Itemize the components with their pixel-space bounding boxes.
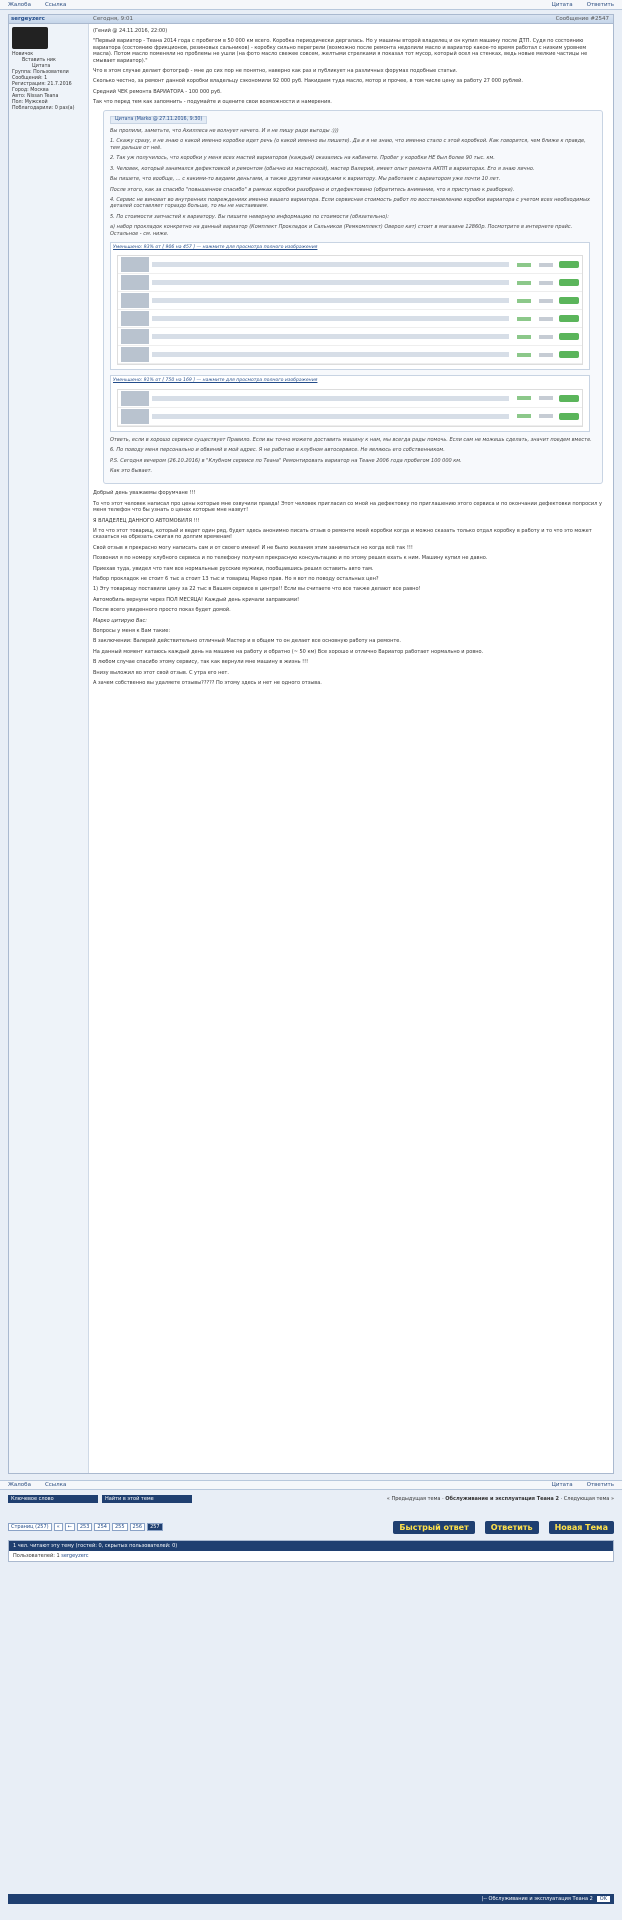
quote-paragraph: После этого, как за спасибо "повышенное спасибо" в рамках коробки разобрано и отдефектовано (обратитесь внимание, что я приступаю к разборке). [110, 186, 515, 193]
quote-button[interactable]: Цитата [551, 1482, 573, 1488]
table-row [118, 274, 582, 292]
quote-paragraph: а) набор прокладок конкретно на данный вариатор (Комплект Прокладок и Сальников (Ремкомплект) Оверол кит) стоит в магазине 12860р. Посмотрите в интернете прайс. Остальное - см. ниже. [110, 224, 573, 237]
author-sidebar [9, 24, 89, 1473]
post-paragraph: Марко цитирую Вас: [93, 617, 147, 624]
pages-label[interactable]: Страниц (257) [8, 1523, 52, 1531]
post-paragraph: После всего увиденного просто показ будет домой. [93, 607, 231, 614]
post-paragraph: (Гений @ 24.11.2016, 22:00) [93, 28, 168, 34]
attached-image-2[interactable] [110, 375, 590, 431]
author-registered: Регистрация: 21.7.2016 [12, 82, 72, 87]
new-topic-button[interactable]: Новая Тема [549, 1521, 614, 1534]
post-header [9, 15, 613, 24]
forum-link[interactable]: Обслуживание и эксплуатация Теана 2 [445, 1496, 559, 1502]
quote-paragraph: Вы пропили, заметьте, что Ахиллеса не волнует ничего. И я не пишу ради выгоды :))) [110, 128, 339, 135]
post-content [93, 28, 607, 1467]
post-paragraph: Сколько честно, за ремонт данной коробки владельцу сэкономили 92 000 руб. Накидаем туда масло, мотор и прочее, в том числе цену за работу 27 000 рублей. [93, 78, 524, 85]
reply-topic-button[interactable]: Ответить [485, 1521, 539, 1534]
image-caption[interactable]: Уменьшено: 91% от [ 750 на 169 ] — нажмите для просмотра полного изображения [113, 378, 318, 384]
link-link[interactable]: Ссылка [44, 1, 67, 8]
post-paragraph: В любом случае спасибо этому сервису, так как вернули мне машину в жизнь !!! [93, 659, 309, 666]
post-paragraph: Приехав туда, увидел что там все нормальные русские мужики, пообщавшись решил оставить авто там. [93, 565, 374, 572]
complaint-link[interactable]: Жалоба [8, 1, 31, 8]
page-link[interactable]: 253 [77, 1523, 93, 1531]
forum-post [8, 14, 614, 1474]
quote-paragraph: Как это бывает. [110, 467, 153, 474]
author-messages: Сообщений: 1 [12, 76, 48, 81]
quote-paragraph: 1. Скажу сразу, я не знаю о какой именно коробке идет речь (о какой именно вы пишете). Да и я не знаю, что именно стало с этой коробкой. Как говорится, чем ближе к правде, тем дальше от неё. [110, 138, 586, 151]
insert-nick-link[interactable]: Вставить ник [22, 58, 56, 63]
post-paragraph: "Первый вариатор - Теана 2014 года с пробегом в 50 000 км всего. Коробка периодически дергалась. Но у машины второй владелец и он купил машину после ДТП. Судя по состоянию вариатора (состоянию фрикционов, резиновых сальников) - коробку сильно перегрели (возможно после ремонта недолили масло и вариатор какое-то время работал с низким уровнем масла). Потом масло поменяли но проблемы не ушли (на фото масло свежее совсем, желтыми стрелками я показал тот мусор, который осел на стенках, ведь новые мелкие частицы не смывает вариатор)." [93, 38, 588, 64]
author-group: Группа: Пользователи [12, 70, 69, 75]
post-paragraph: Свой отзыв я прекрасно могу написать сам и от своего имени! И не было желания этим заниматься но когда всё так !!! [93, 544, 413, 551]
price-table-image [117, 389, 583, 427]
post-paragraph: Набор прокладок не стоит 6 тыс а стоит 13 тыс и товарищ Марко прав. Но я вот по поводу остальных цен? [93, 576, 379, 583]
quote-paragraph: 6. По поводу меня персонально и обвиняй в мой адрес. Я не работаю в клубном автосервисе. Не являюсь его собственником. [110, 447, 445, 454]
post-toolbar-bottom [0, 1480, 622, 1490]
topic-nav: Ключевое слово Найти в этой теме « Предыдущая тема · Обслуживание и эксплуатация Теана 2 · Следующая тема » [8, 1494, 614, 1504]
author-gender: Пол: Мужской [12, 100, 48, 105]
table-row [118, 310, 582, 328]
post-paragraph: Так что перед тем как запомнить - подумайте и оцените свои возможности и намерения. [93, 99, 332, 106]
quote-nick-link[interactable]: Цитата [32, 64, 51, 69]
avatar [12, 27, 48, 49]
quote-paragraph: 4. Сервис не виноват во внутренних повреждениях именно вашего вариатора. Если сервисная стоимость работ по восстановлению коробки вариатора с учетом всех необходимых деталей составляет гораздо больше, то мы не настаиваем. [110, 196, 591, 210]
page-link[interactable]: 254 [94, 1523, 110, 1531]
quote-header[interactable]: Цитата (Marko @ 27.11.2016, 9:30) [110, 116, 207, 124]
post-date: Сегодня, 9:01 [93, 16, 134, 22]
post-toolbar-top [0, 0, 622, 10]
quote-block [103, 110, 603, 485]
quote-paragraph: 2. Так уж получилось, что коробки у меня всех мастей вариаторов (каждый) оказались на кабинете. Пробег у коробки НЕ был более 90 тыс. км. [110, 155, 495, 162]
table-row [118, 390, 582, 408]
quick-reply-button[interactable]: Быстрый ответ [393, 1521, 474, 1534]
quote-paragraph: P.S. Сегодня вечером (26.10.2016) в "Клубном сервисе по Теана" Ремонтировать вариатор на Теане 2006 года пробегом 100 000 км. [110, 457, 462, 464]
post-paragraph: Что в этом случае делает фотограф - мне до сих пор не понятно, наверно как раз и публикует на различных форумах подобные статьи. [93, 68, 458, 75]
reply-button[interactable]: Ответить [586, 1482, 614, 1488]
forum-jump [8, 1894, 614, 1904]
table-row [118, 408, 582, 426]
pagination [8, 1520, 614, 1534]
quote-paragraph: 3. Человек, который занимался дефектовкой и ремонтом (обычно из мастерской), мастер Валерий, имеет опыт ремонта АКПП в вариаторах. Его я знаю лично. [110, 165, 535, 172]
post-paragraph: Внизу выложил во этот свой отзыв. С утра его нет. [93, 669, 229, 676]
next-topic-link[interactable]: Следующая тема » [563, 1496, 614, 1502]
post-paragraph: 1) Эту товарищу поставили цену за 22 тыс в Вашем сервисе в центре!! Если вы считаете что все также делают все равно! [93, 586, 421, 593]
post-paragraph: Вопросы у меня к Вам такие: [93, 628, 171, 635]
post-paragraph: Средний ЧЕК ремонта ВАРИАТОРА - 100 000 руб. [93, 88, 222, 95]
complaint-link[interactable]: Жалоба [8, 1482, 31, 1488]
quote-paragraph: Ответь, если в хорошо сервисе существует Правило. Если вы точно можете доставить машину к нам, мы всегда рады помочь. Если сам не можешь сделать, значит поедем вместе. [110, 436, 592, 443]
author-city: Город: Москва [12, 88, 49, 93]
attached-image-1[interactable] [110, 242, 590, 370]
table-row [118, 256, 582, 274]
post-paragraph: В заключении: Валерий действительно отличный Мастер и в общем то он делает все основную работу на ремонте. [93, 638, 401, 645]
online-count: Пользователей: 1 [13, 1553, 60, 1559]
forum-jump-button[interactable]: OK [597, 1896, 610, 1902]
reply-button[interactable]: Ответить [586, 1, 614, 8]
author-rank: Новичок [12, 52, 34, 57]
page-link[interactable]: ← [65, 1523, 75, 1531]
post-paragraph: То что этот человек написал про цены которые мне озвучили правда! Этот человек пригласил со мной на дефектовку по приглашению этого сервиса и по окончании дефектовки попросил у меня телефон что бы узнать о ценах которые мне назвут! [93, 500, 602, 514]
search-keyword-input[interactable]: Ключевое слово [8, 1495, 98, 1503]
quote-button[interactable]: Цитата [551, 1, 573, 8]
page-link[interactable]: 255 [112, 1523, 128, 1531]
post-paragraph: На данный момент катаюсь каждый день на машине на работу и обратно (~ 50 км) Все хорошо и отлично Вариатор работает нормально и ровно. [93, 648, 484, 655]
post-author[interactable]: sergeyzerc [11, 16, 45, 22]
post-paragraph: Я ВЛАДЕЛЕЦ ДАННОГО АВТОМОБИЛЯ !!! [93, 517, 200, 524]
post-paragraph: И то что этот товарищ, который и ведет один ряд, будет здесь анонимно писать отзыв о ремонте моей коробки когда и можно сказать только отдал коробку в работу и то что это может сказаться на обрезать сжигая по долгим временам! [93, 528, 592, 541]
post-paragraph: Позвонил я по номеру клубного сервиса и по телефону получил прекрасную консультацию и по этому решил ехать к ним. Машину купил не давно. [93, 555, 488, 562]
online-header: 1 чел. читают эту тему (гостей: 0, скрытых пользователей: 0) [9, 1541, 613, 1551]
quote-paragraph: Вы пишете, что вообще, ... с какими-то видами деньгами, а также другими накидками к вариатору. Мы работаем с вариатором уже почти 10 лет. [110, 176, 501, 183]
post-paragraph: А зачем собственно вы удаляете отзывы????? По этому здесь и нет не одного отзыва. [93, 680, 322, 687]
link-link[interactable]: Ссылка [44, 1482, 67, 1488]
table-row [118, 346, 582, 364]
prev-topic-link[interactable]: « Предыдущая тема [386, 1496, 441, 1502]
page-link[interactable]: « [54, 1523, 63, 1531]
post-paragraph: Добрый день уважаемы форумчане !!! [93, 490, 196, 497]
forum-jump-select[interactable]: |-- Обслуживание и эксплуатация Теана 2 [481, 1896, 593, 1902]
quote-paragraph: 5. По стоимости запчастей к вариатору. Вы пишите неверную информацию по стоимости (обязательно): [110, 213, 389, 220]
post-paragraph: Автомобиль вернули через ПОЛ МЕСЯЦА! Каждый день кричали заправками! [93, 596, 300, 603]
author-car: Авто: Nissan Teana [12, 94, 59, 99]
table-row [118, 328, 582, 346]
price-table-image [117, 255, 583, 365]
image-caption[interactable]: Уменьшено: 93% от [ 906 на 457 ] — нажмите для просмотра полного изображения [113, 244, 318, 250]
author-thanks: Поблагодарили: 0 раз(а) [12, 106, 75, 111]
search-topic-button[interactable]: Найти в этой теме [102, 1495, 192, 1503]
table-row [118, 292, 582, 310]
page-link[interactable]: 256 [130, 1523, 146, 1531]
current-page: 257 [147, 1523, 163, 1531]
post-number[interactable]: Сообщение #2547 [555, 16, 609, 22]
online-user-link[interactable]: sergeyzerc [61, 1553, 89, 1559]
online-users-panel [8, 1540, 614, 1562]
